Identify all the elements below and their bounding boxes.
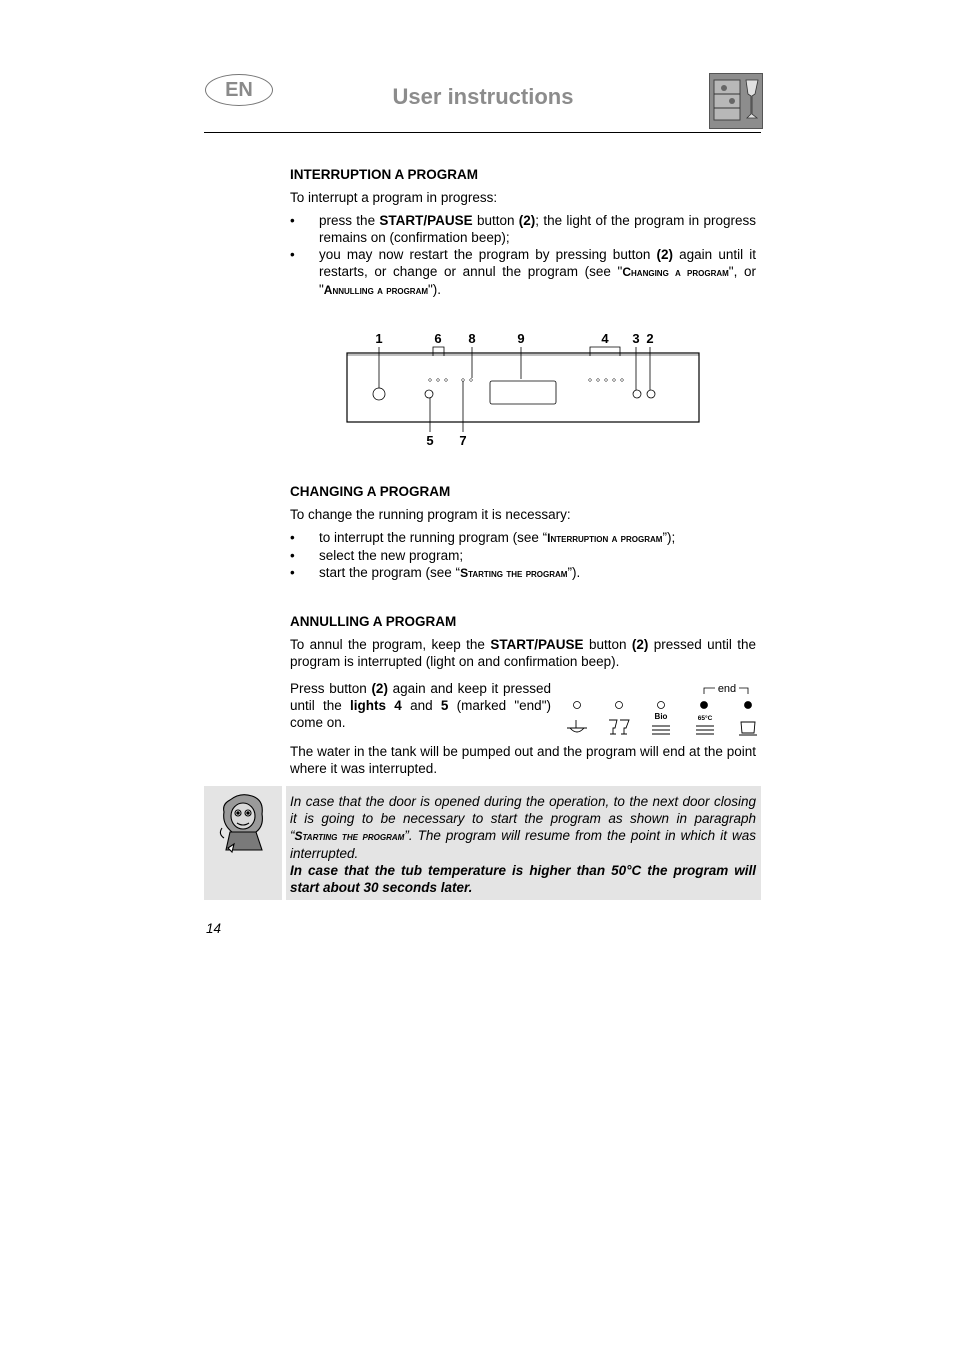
note-paragraph-2: In case that the tub temperature is higher than 50°C the program will start about 30 seconds later.: [290, 863, 756, 895]
panel-label-3: 3: [632, 331, 640, 346]
note-icon-panel: [204, 786, 282, 900]
section-annulling: [290, 613, 756, 670]
interruption-list: [290, 212, 756, 299]
program-lights-illustration: [562, 678, 760, 740]
section-changing: [290, 483, 756, 582]
bio-label: Bio: [654, 712, 668, 721]
list-item: • start the program (see “Starting the program”).: [290, 564, 756, 582]
control-panel-diagram: [340, 328, 710, 453]
light-off: [616, 702, 623, 709]
panel-label-8: 8: [468, 331, 476, 346]
panel-label-5: 5: [426, 433, 434, 448]
panel-label-9: 9: [517, 331, 525, 346]
annulling-paragraph-3: The water in the tank will be pumped out and the program will end at the point where it was interrupted.: [290, 744, 756, 776]
panel-label-7: 7: [459, 433, 467, 448]
panel-label-2: 2: [646, 331, 654, 346]
panel-label-4: 4: [601, 331, 609, 346]
page-number: 14: [206, 921, 222, 936]
panel-label-1: 1: [375, 331, 383, 346]
note-text: [290, 793, 756, 896]
end-label: end: [717, 683, 737, 695]
page-header-title: User instructions: [392, 84, 574, 109]
panel-label-6: 6: [434, 331, 442, 346]
changing-intro: To change the running program it is necessary:: [290, 507, 571, 522]
cartoon-character-icon: [204, 786, 282, 900]
note-paragraph-1: In case that the door is opened during the operation, to the next door closing it is going to be necessary to start the program as shown in paragraph “Starting the program”. The program will resume from the point in which it was interrupted.: [290, 794, 757, 861]
list-item: • select the new program;: [290, 547, 756, 564]
list-item: • press the START/PAUSE button (2); the light of the program in progress remains on (confirmation beep);: [290, 212, 756, 246]
light-on: [701, 702, 708, 709]
section-interruption: [290, 166, 756, 299]
annulling-paragraph-1: To annul the program, keep the START/PAUSE button (2) pressed until the program is interrupted (light on and confirmation beep).: [290, 637, 756, 669]
heading-changing: CHANGING A PROGRAM: [290, 484, 451, 499]
dishwasher-glasses-icon: [709, 73, 763, 129]
heading-interruption: INTERRUPTION A PROGRAM: [290, 167, 478, 182]
light-on: [745, 702, 752, 709]
header-rule: [204, 132, 761, 133]
temperature-label: 65°C: [697, 715, 713, 722]
language-badge: EN: [205, 74, 273, 106]
interruption-intro: To interrupt a program in progress:: [290, 190, 498, 205]
heading-annulling: ANNULLING A PROGRAM: [290, 614, 457, 629]
list-item: • to interrupt the running program (see “Interruption a program”);: [290, 529, 756, 547]
changing-list: [290, 529, 756, 582]
list-item: • you may now restart the program by pressing button (2) again until it restarts, or change or annul the program (see "Changing a program", or "Annulling a program").: [290, 246, 756, 299]
annulling-paragraph-2: Press button (2) again and keep it pressed until the lights 4 and 5 (marked "end") come on.: [290, 681, 551, 730]
light-off: [658, 702, 665, 709]
light-off: [574, 702, 581, 709]
